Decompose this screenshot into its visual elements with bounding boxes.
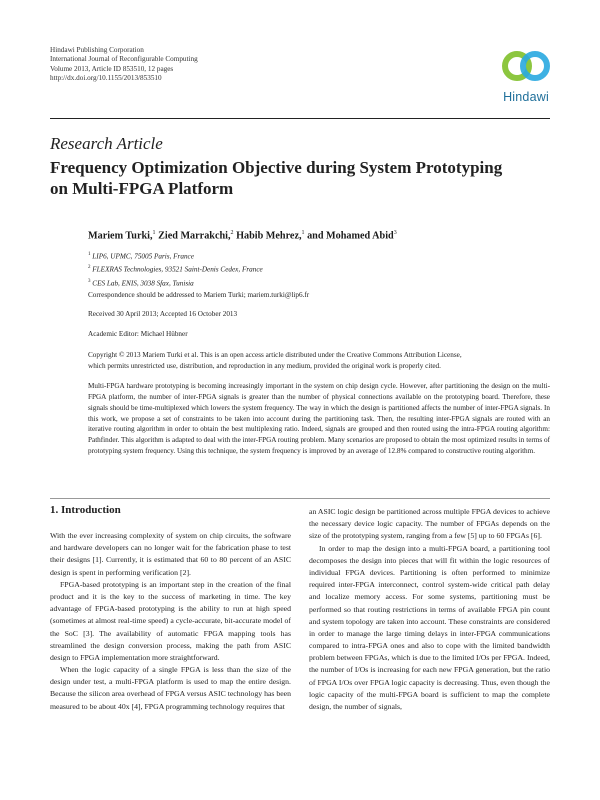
- affiliation-text: FLEXRAS Technologies, 93521 Saint-Denis Cedex, France: [92, 265, 263, 274]
- article-type: Research Article: [50, 134, 163, 153]
- author-list: [88, 230, 548, 241]
- affiliation-item: [88, 262, 263, 275]
- affiliation-list: [88, 249, 263, 289]
- hindawi-logo-text: Hindawi: [503, 90, 549, 104]
- affiliation-text: CES Lab, ENIS, 3038 Sfax, Tunisia: [92, 279, 194, 288]
- hindawi-logo: [493, 44, 559, 106]
- title-line-1: Frequency Optimization Objective during System Prototyping: [50, 158, 503, 177]
- body-paragraph: FPGA-based prototyping is an important step in the creation of the final product and it is the key to the success of marketing in time. The key advantage of FPGA-based prototyping is the ability to run at high speed (sometimes at almost real-time speed) a cycle-accurate, bit-accurate model of the SoC [3]. The availability of automatic FPGA mapping tools has streamlined the design conversion process, making the path from ASIC design to FPGA implementation more straightforward.: [50, 579, 291, 662]
- author-name: Habib Mehrez,: [236, 230, 302, 242]
- section-heading: 1. Introduction: [50, 504, 121, 516]
- author-affiliation-mark: 3: [393, 230, 397, 236]
- affiliation-item: [88, 276, 263, 289]
- copyright-line-2: which permits unrestricted use, distribution, and reproduction in any medium, provided the original work is properly cited.: [88, 362, 441, 370]
- affiliation-mark: 3: [88, 278, 91, 284]
- affiliation-mark: 1: [88, 252, 91, 257]
- header-rule: [50, 118, 550, 119]
- affiliation-mark: 2: [88, 265, 91, 271]
- left-column: [50, 530, 291, 713]
- body-paragraph: When the logic capacity of a single FPGA is less than the size of the design under test, a multi-FPGA platform is used to map the entire design. Because the silicon area overhead of FPGA versus ASIC technology has been measured to be about 40x [4], FPGA programming technology requires that: [50, 665, 291, 711]
- publisher-name: Hindawi Publishing Corporation: [50, 46, 144, 54]
- section-divider: [50, 498, 550, 499]
- doi-link[interactable]: http://dx.doi.org/10.1155/2013/853510: [50, 74, 162, 83]
- author-affiliation-mark: 2: [230, 230, 234, 236]
- author-name: and Mohamed Abid: [307, 230, 394, 242]
- title-line-2: on Multi-FPGA Platform: [50, 178, 234, 198]
- body-paragraph: an ASIC logic design be partitioned across multiple FPGA devices to achieve the necessary device logic capacity. The number of FPGAs depends on the size of the prototyping system, ranging from a few [5] up to 60 FPGAs [6].: [309, 507, 550, 541]
- academic-editor: Academic Editor: Michael Hübner: [88, 330, 188, 338]
- author-name: Mariem Turki,: [88, 230, 153, 242]
- hindawi-logo-icon: [493, 44, 559, 90]
- affiliation-item: [88, 249, 263, 262]
- publication-metadata: [50, 46, 198, 84]
- author-name: Zied Marrakchi,: [158, 230, 231, 242]
- journal-name: International Journal of Reconfigurable Computing: [50, 55, 198, 64]
- received-dates: Received 30 April 2013; Accepted 16 October 2013: [88, 310, 238, 318]
- correspondence-note: Correspondence should be addressed to Mariem Turki; mariem.turki@lip6.fr: [88, 291, 310, 299]
- affiliation-text: LIP6, UPMC, 75005 Paris, France: [92, 252, 194, 261]
- volume-info: Volume 2013, Article ID 853510, 12 pages: [50, 64, 174, 73]
- author-affiliation-mark: 1: [301, 230, 305, 236]
- paper-title: [50, 158, 550, 199]
- author-affiliation-mark: 1: [152, 230, 156, 236]
- right-column: [309, 506, 550, 713]
- body-paragraph: In order to map the design into a multi-FPGA board, a partitioning tool decomposes the design into pieces that will fit within the logic resources of individual FPGA devices. Partitioning is often performed to minimize required inter-FPGA interconnect, control system-wide critical path delay and localize memory access. For some systems, partitioning must be performed so that routing restrictions in terms of available FPGA pin count and system topology are taken into account. These constraints are considered in order to manage the large timing delays in inter-FPGA communications compared to intra-FPGA ones and also to cope with the limited bandwidth problem between FPGAs, which is due to the limited I/Os per FPGA. Indeed, the number of I/Os is increasing for each new FPGA generation, but the ratio of FPGA I/Os over FPGA logic capacity is decreasing. Thus, even though the logic capacity of the multi-FPGA board is sufficient to map the complete design, the number of signals,: [309, 543, 550, 711]
- abstract-text: Multi-FPGA hardware prototyping is becoming increasingly important in the system on chip design cycle. However, after partitioning the design on the multi-FPGA platform, the number of inter-FPGA signals is greater than the number of physical connections available on the prototyping board. Therefore, these signals should be time-multiplexed which lowers the system frequency. The way in which the design is partitioned affects the number of inter-FPGA signals. In this work, we propose a set of constraints to be taken into account during the partitioning task. Then, the resulting inter-FPGA signals are routed with an iterative routing algorithm in order to obtain the best multiplexing ratio. Indeed, signals are grouped and then routed using the intra-FPGA routing algorithm: Pathfinder. This algorithm is adapted to deal with the inter-FPGA routing problem. Many scenarios are proposed to obtain the most optimized results in terms of prototyping system frequency. Using this technique, the system frequency is improved by an average of 12.8% compared to constructive routing algorithm.: [88, 382, 550, 456]
- copyright-line-1: Copyright © 2013 Mariem Turki et al. This is an open access article distributed under the Creative Commons Attribution License,: [88, 351, 462, 359]
- body-paragraph: With the ever increasing complexity of system on chip circuits, the software and hardware developers can no longer wait for the fabrication phase to test their designs [1]. Currently, it is estimated that 60 to 80 percent of an ASIC design is spent in performing verification [2].: [50, 531, 291, 577]
